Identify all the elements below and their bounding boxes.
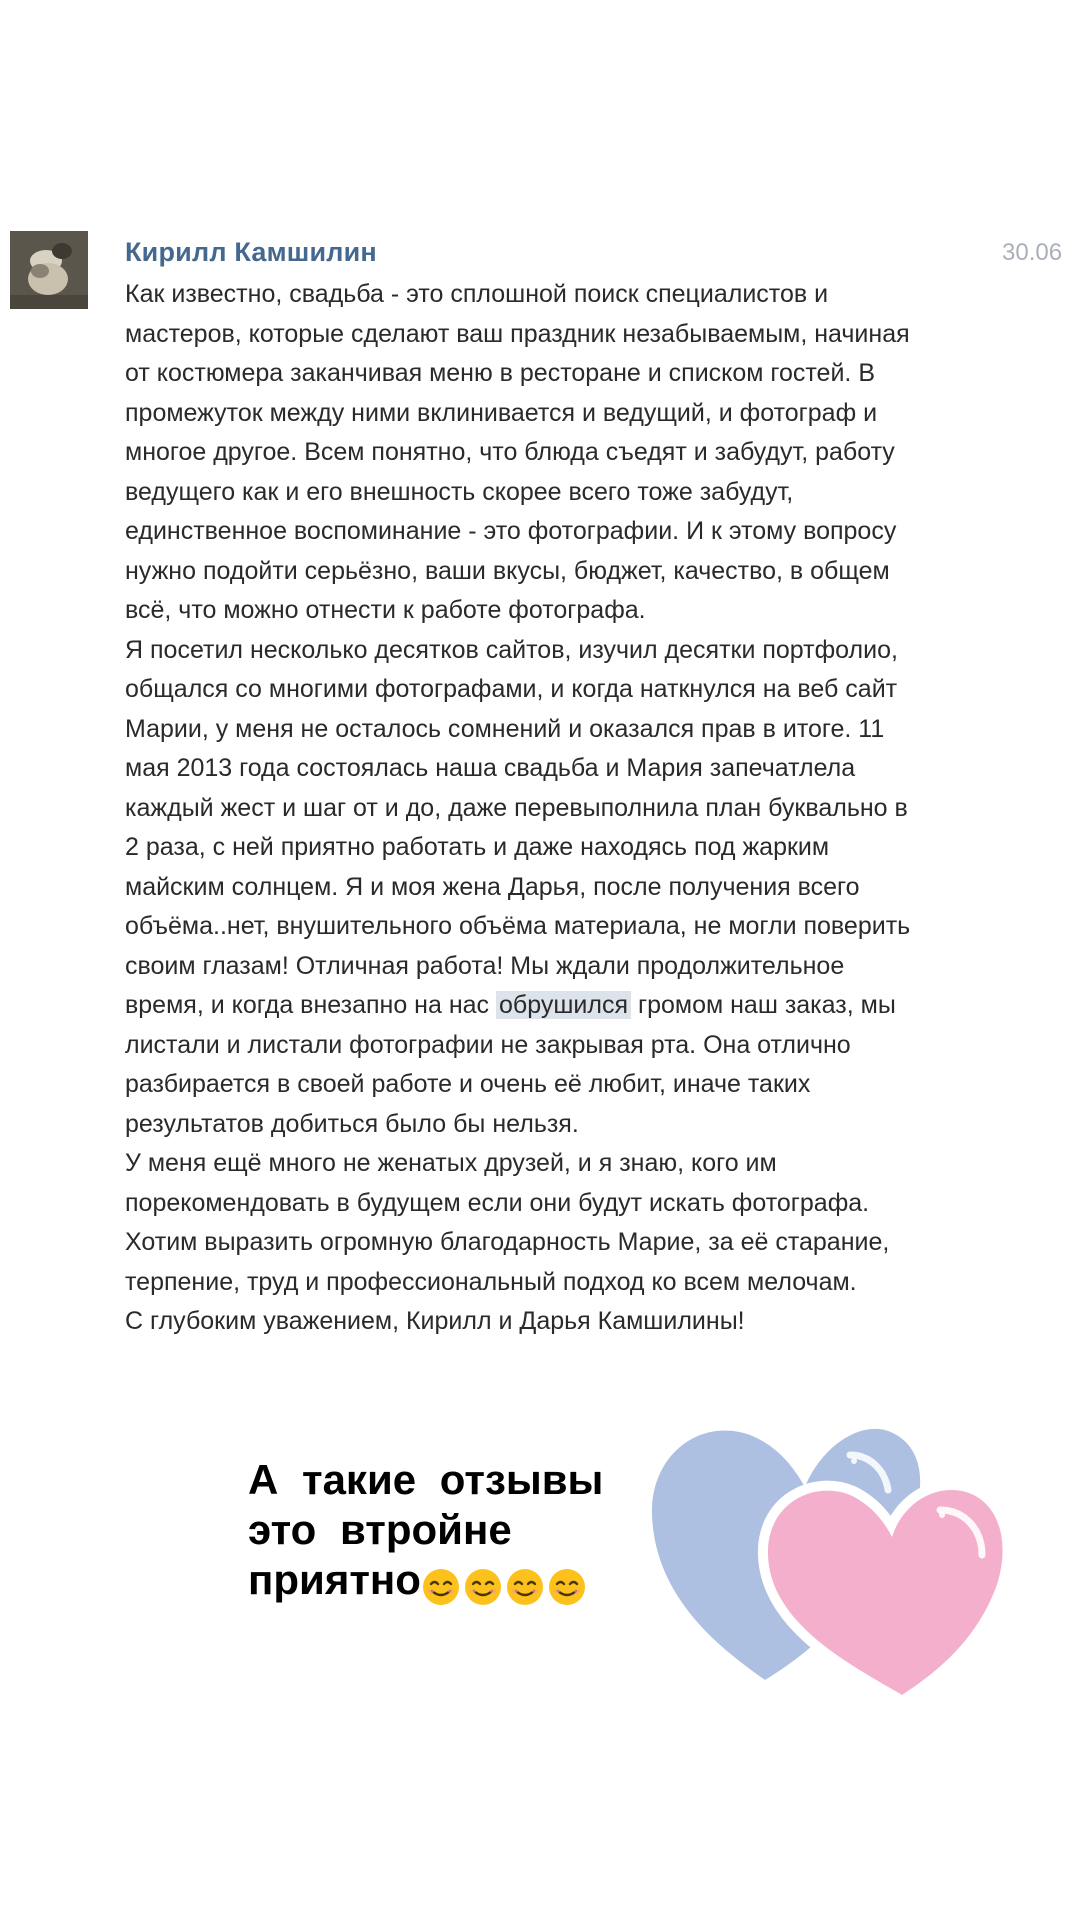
selected-word-highlight[interactable]: обрушился	[496, 991, 631, 1019]
post-date[interactable]: 30.06	[1002, 239, 1063, 266]
story-caption	[248, 1455, 688, 1609]
review-line: Хотим выразить огромную благодарность Марие, за её старание,	[125, 1228, 890, 1256]
smiling-face-emoji-icon	[421, 1567, 461, 1607]
caption-line: это втройне	[248, 1506, 512, 1553]
review-line: Как известно, свадьба - это сплошной поиск специалистов и	[125, 280, 829, 308]
review-line: Я посетил несколько десятков сайтов, изучил десятки портфолио,	[125, 635, 898, 664]
two-hearts-sticker[interactable]	[640, 1395, 1020, 1715]
review-line: общался со многими фотографами, и когда наткнулся на веб сайт	[125, 675, 898, 703]
review-line-part: громом наш заказ, мы	[637, 991, 896, 1019]
review-line: С глубоким уважением, Кирилл и Дарья Камшилины!	[125, 1307, 745, 1335]
review-line: Марии, у меня не осталось сомнений и оказался прав в итоге. 11	[125, 714, 885, 743]
review-line: мая 2013 года состоялась наша свадьба и Мария запечатлела	[125, 754, 856, 782]
caption-line: приятно	[248, 1556, 421, 1603]
review-line: 2 раза, с ней приятно работать и даже находясь под жарким	[125, 833, 830, 861]
review-line: результатов добиться было бы нельзя.	[125, 1109, 579, 1138]
smiling-face-emoji-icon	[547, 1567, 587, 1607]
review-line: порекомендовать в будущем если они будут искать фотографа.	[125, 1188, 870, 1217]
emoji-row	[421, 1559, 589, 1609]
review-line: многое другое. Всем понятно, что блюда съедят и забудут, работу	[125, 438, 895, 466]
review-line: нужно подойти серьёзно, ваши вкусы, бюджет, качество, в общем	[125, 556, 890, 585]
review-post	[0, 225, 1080, 1395]
caption-line: А такие отзывы	[248, 1456, 604, 1503]
caption-line-with-emoji	[248, 1555, 688, 1609]
review-line: каждый жест и шаг от и до, даже перевыполнила план буквально в	[125, 793, 908, 822]
review-line: майским солнцем. Я и моя жена Дарья, после получения всего	[125, 872, 860, 901]
review-line: мастеров, которые сделают ваш праздник незабываемым, начиная	[125, 319, 910, 348]
review-line-with-highlight	[125, 986, 1005, 1026]
review-text	[125, 275, 1005, 1342]
author-avatar[interactable]	[10, 231, 88, 309]
review-line: промежуток между ними вклинивается и ведущий, и фотограф и	[125, 398, 878, 427]
user-avatar-photo-icon	[10, 231, 88, 309]
review-line: всё, что можно отнести к работе фотографа.	[125, 596, 646, 624]
review-line: терпение, труд и профессиональный подход ко всем мелочам.	[125, 1267, 857, 1296]
review-line-part: время, и когда внезапно на нас	[125, 991, 490, 1019]
review-line: единственное воспоминание - это фотографии. И к этому вопросу	[125, 517, 897, 545]
author-name[interactable]: Кирилл Камшилин	[125, 237, 377, 267]
review-line: разбирается в своей работе и очень её любит, иначе таких	[125, 1070, 811, 1098]
review-line: объёма..нет, внушительного объёма материала, не могли поверить	[125, 912, 911, 940]
review-line: У меня ещё много не женатых друзей, и я знаю, кого им	[125, 1149, 777, 1177]
smiling-face-emoji-icon	[505, 1567, 545, 1607]
review-line: ведущего как и его внешность скорее всего тоже забудут,	[125, 477, 794, 506]
review-line: листали и листали фотографии не закрывая рта. Она отлично	[125, 1030, 851, 1059]
review-line: своим глазам! Отличная работа! Мы ждали продолжительное	[125, 951, 845, 980]
smiling-face-emoji-icon	[463, 1567, 503, 1607]
review-line: от костюмера заканчивая меню в ресторане и списком гостей. В	[125, 359, 875, 387]
